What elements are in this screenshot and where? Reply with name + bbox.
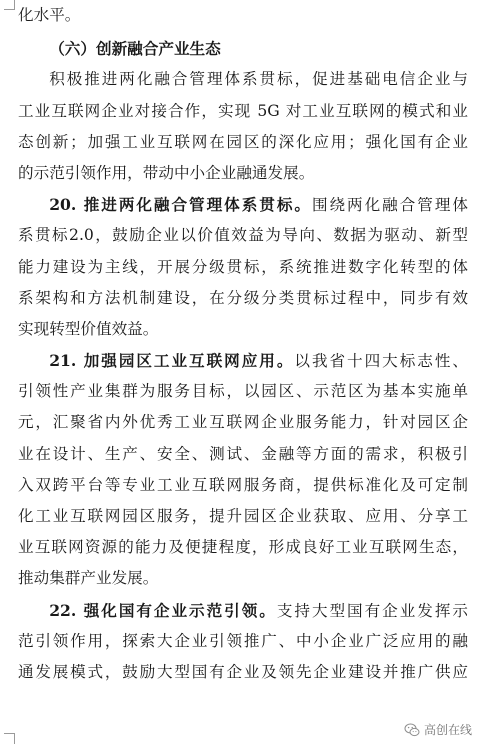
paragraph-line: 的示范引领作用，带动中小企业融通发展。 — [18, 163, 315, 182]
paragraph-line: 业互联网资源的能力及便捷程度，形成良好工业互联网生态， — [18, 538, 468, 557]
item-21-first-line — [18, 345, 468, 376]
section-heading: （六）创新融合产业生态 — [49, 39, 221, 59]
item-21-title: 21. 加强园区工业互联网应用。 — [49, 351, 295, 371]
paragraph-line: 系架构和方法机制建设，在分级分类贯标过程中，同步有效 — [18, 288, 468, 307]
paragraph-line: 化工业互联网园区服务，提升园区企业获取、应用、分享工 — [18, 507, 468, 525]
paragraph-line: 范引领作用，探索大企业引领推广、中小企业广泛应用的融 — [18, 631, 468, 650]
paragraph-line: 系贯标2.0，鼓励企业以价值效益为导向、数据为驱动、新型 — [18, 226, 468, 245]
paragraph-line: 元，汇聚省内外优秀工业互联网企业服务能力，针对园区企 — [18, 413, 468, 432]
item-22-title: 22. 强化国有企业示范引领。 — [49, 600, 277, 620]
paragraph-line: 通发展模式，鼓励大型国有企业及领先企业建设并推广供应 — [18, 662, 468, 681]
item-22-text: 支持大型国有企业发挥示 — [276, 601, 468, 620]
item-20-first-line — [18, 189, 468, 220]
paragraph-line: 入双跨平台等专业工业互联网服务商，提供标准化及可定制 — [18, 475, 468, 494]
paragraph-line: 实现转型价值效益。 — [18, 319, 159, 338]
paragraph-line: 能力建设为主线，开展分级贯标，系统推进数字化转型的体 — [18, 257, 468, 276]
wechat-icon — [404, 722, 420, 738]
paragraph-line: 积极推进两化融合管理体系贯标，促进基础电信企业与 — [49, 70, 468, 89]
page-corner-mark — [4, 733, 15, 744]
paragraph-line: 引领性产业集群为服务目标，以园区、示范区为基本实施单 — [18, 382, 468, 401]
paragraph-line: 业在设计、生产、安全、测试、金融等方面的需求，积极引 — [18, 444, 468, 463]
item-21-text: 以我省十四大标志性、 — [294, 352, 468, 371]
item-22-first-line — [18, 595, 468, 626]
watermark — [404, 721, 472, 738]
watermark-text: 高创在线 — [423, 723, 472, 737]
paragraph-line: 工业互联网企业对接合作，实现 5G 对工业互联网的模式和业 — [18, 101, 468, 120]
intro-line: 化水平。 — [18, 6, 81, 24]
paragraph-line: 态创新；加强工业互联网在园区的深化应用；强化国有企业 — [18, 132, 468, 151]
item-20-title: 20. 推进两化融合管理体系贯标。 — [49, 195, 312, 215]
item-20-text: 围绕两化融合管理体 — [311, 196, 468, 215]
page-corner-mark — [4, 0, 15, 10]
paragraph-line: 推动集群产业发展。 — [18, 569, 159, 588]
